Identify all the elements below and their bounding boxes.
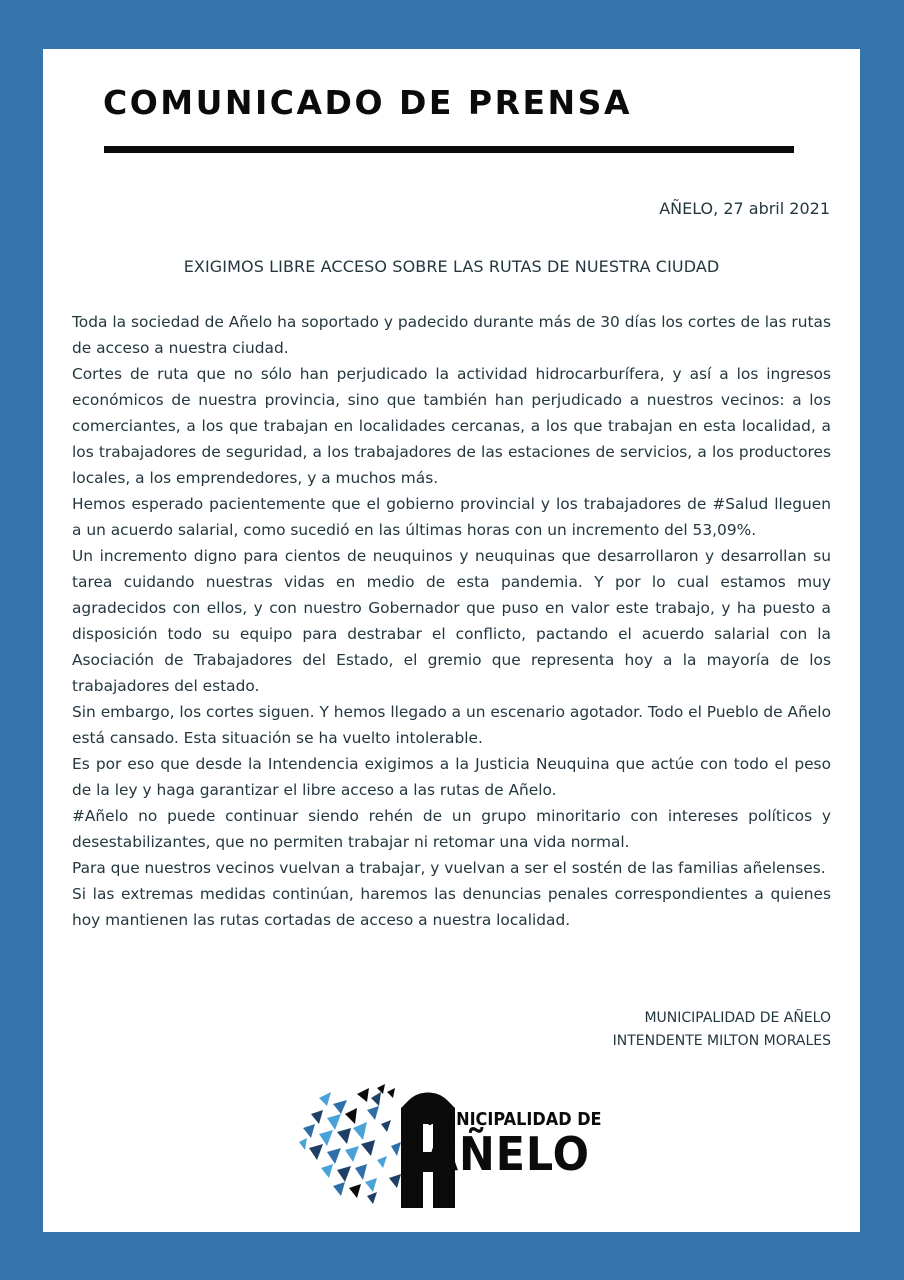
body-paragraph: Para que nuestros vecinos vuelvan a trabajar, y vuelvan a ser el sostén de las familias añelenses. [72,859,826,877]
body-paragraph: Es por eso que desde la Intendencia exigimos a la Justicia Neuquina que actúe con todo el peso de la ley y haga garantizar el libre acceso a las rutas de Añelo. [72,755,831,799]
body-paragraph: Si las extremas medidas continúan, haremos las denuncias penales correspondientes a quienes hoy mantienen las rutas cortadas de acceso a nuestra localidad. [72,885,831,929]
logo-text-municipality: MUNICIPALIDAD DE [427,1110,602,1130]
headline: EXIGIMOS LIBRE ACCESO SOBRE LAS RUTAS DE NUESTRA CIUDAD [183,257,720,276]
body-paragraph: Toda la sociedad de Añelo ha soportado y padecido durante más de 30 días los cortes de las rutas de acceso a nuestra ciudad. [72,313,831,357]
logo-triangles [299,1084,395,1204]
press-release-page [43,49,860,1232]
logo-text-anelo: AÑELO [425,1127,590,1181]
body-paragraph: Un incremento digno para cientos de neuquinos y neuquinas que desarrollaron y desarrollan su tarea cuidando nuestras vidas en medio de esta pandemia. Y por lo cual estamos muy agradecidos con ellos, y con nuestro Gobernador que puso en valor este trabajo, y ha puesto a disposición todo su equipo para destrabar el conflicto, pactando el acuerdo salarial con la Asociación de Trabajadores del Estado, el gremio que representa hoy a la mayoría de los trabajadores del estado. [72,547,831,695]
body-paragraph: Sin embargo, los cortes siguen. Y hemos llegado a un escenario agotador. Todo el Pueblo de Añelo está cansado. Esta situación se ha vuelto intolerable. [72,703,831,747]
body-text [72,309,831,933]
date-line: AÑELO, 27 abril 2021 [659,199,830,218]
page-title: COMUNICADO DE PRENSA [103,83,632,122]
signature-line-mayor: INTENDENTE MILTON MORALES [612,1033,831,1049]
signature-line-organization: MUNICIPALIDAD DE AÑELO [644,1010,831,1026]
body-paragraph: Cortes de ruta que no sólo han perjudicado la actividad hidrocarburífera, y así a los ingresos económicos de nuestra provincia, sino que también han perjudicado a nuestros vecinos: a los comerciantes, a los que trabajan en localidades cercanas, a los que trabajan en esta localidad, a los trabajadores de seguridad, a los trabajadores de las estaciones de servicios, a los productores locales, a los emprendedores, y a muchos más. [72,365,831,487]
body-paragraph: Hemos esperado pacientemente que el gobierno provincial y los trabajadores de #Salud lleguen a un acuerdo salarial, como sucedió en las últimas horas con un incremento del 53,09%. [72,495,831,539]
title-divider [104,146,794,153]
body-paragraph: #Añelo no puede continuar siendo rehén de un grupo minoritario con intereses políticos y desestabilizantes, que no permiten trabajar ni retomar una vida normal. [72,807,831,851]
signature-block [613,1007,831,1053]
